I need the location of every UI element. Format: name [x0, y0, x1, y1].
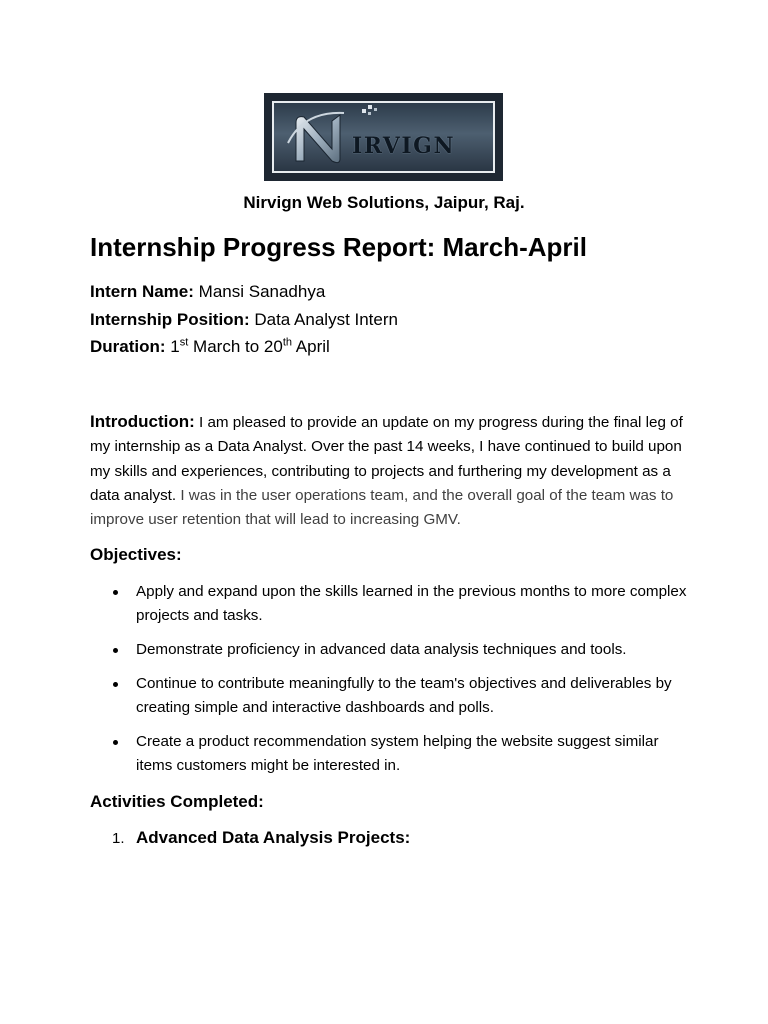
- intern-name-label: Intern Name:: [90, 282, 194, 301]
- activities-heading: Activities Completed:: [90, 792, 264, 811]
- list-item: [110, 672, 690, 720]
- objective-text: Apply and expand upon the skills learned in the previous months to more complex projects and tasks.: [136, 583, 687, 624]
- report-title: Internship Progress Report: March-April: [90, 232, 587, 262]
- introduction-paragraph: [90, 410, 690, 532]
- intern-position-line: [90, 310, 398, 330]
- activity-title: Advanced Data Analysis Projects:: [136, 828, 411, 847]
- logo-wordmark: IRVIGN: [352, 133, 456, 159]
- intern-name-value: Mansi Sanadhya: [198, 282, 326, 301]
- bullet-icon: [113, 648, 118, 653]
- intern-position-value: Data Analyst Intern: [254, 310, 398, 329]
- list-item: [110, 730, 690, 778]
- objective-text: Continue to contribute meaningfully to the team's objectives and deliverables by creating simple and interactive dashboards and polls.: [136, 675, 672, 716]
- logo-frame: [272, 101, 495, 173]
- bullet-icon: [113, 590, 118, 595]
- objectives-heading: Objectives:: [90, 545, 182, 564]
- objectives-list: [110, 580, 690, 788]
- bullet-icon: [113, 682, 118, 687]
- company-logo: [264, 93, 503, 181]
- company-name: Nirvign Web Solutions, Jaipur, Raj.: [243, 193, 525, 212]
- introduction-text-team: I was in the user operations team, and the overall goal of the team was to improve user retention that will lead to increasing GMV.: [90, 486, 674, 529]
- intern-name-line: [90, 282, 325, 302]
- introduction-text: I am pleased to provide an update on my progress during the final leg of my internship as a Data Analyst. Over the past 14 weeks, I have continued to build upon my skills and experiences, contributing to projects and furthering my development as a data analyst.: [90, 414, 683, 504]
- activity-item: [112, 828, 410, 848]
- intern-position-label: Internship Position:: [90, 310, 250, 329]
- bullet-icon: [113, 740, 118, 745]
- duration-start: 1: [170, 337, 180, 356]
- duration-middle: March to 20: [188, 337, 283, 356]
- duration-line: [90, 337, 330, 357]
- duration-start-sup: st: [179, 336, 189, 349]
- list-item: [110, 580, 690, 628]
- duration-end-sup: th: [282, 336, 292, 349]
- introduction-label: Introduction:: [90, 412, 195, 431]
- duration-label: Duration:: [90, 337, 166, 356]
- objective-text: Create a product recommendation system helping the website suggest similar items customers might be interested in.: [136, 733, 659, 774]
- list-item: [110, 638, 690, 662]
- objective-text: Demonstrate proficiency in advanced data analysis techniques and tools.: [136, 641, 627, 658]
- activity-number: 1.: [112, 830, 125, 847]
- duration-end: April: [292, 337, 330, 356]
